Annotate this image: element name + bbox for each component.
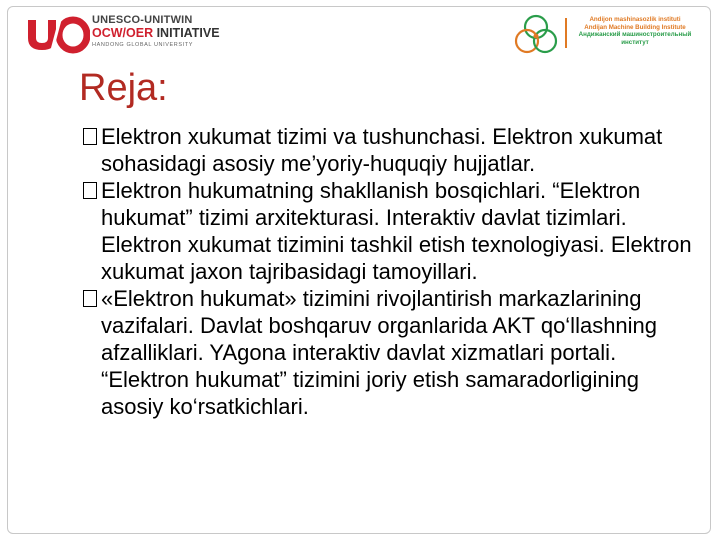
- checkbox-bullet-icon: [83, 182, 97, 199]
- andijan-institute-logo: [512, 14, 702, 58]
- checkbox-bullet-icon: [83, 290, 97, 307]
- plan-item-text: «Elektron hukumat» tizimini rivojlantirish markazlarining vazifalari. Davlat boshqaruv organlarida AKT qo‘llashning afzalliklari. YAgona interaktiv davlat xizmatlari portali. “Elektron hukumat” tizimini joriy etish samaradorligining asosiy ko‘rsatkichlari.: [101, 286, 658, 419]
- logo-line-university: HANDONG GLOBAL UNIVERSITY: [92, 42, 193, 48]
- slide-content: [83, 123, 693, 420]
- plan-item-1: [83, 123, 693, 177]
- checkbox-bullet-icon: [83, 128, 97, 145]
- ami-emblem-icon: [512, 14, 560, 56]
- logo-initiative-word: INITIATIVE: [153, 26, 220, 40]
- ami-name-ru-2: институт: [621, 38, 649, 46]
- plan-item-text: Elektron hukumatning shakllanish bosqichlari. “Elektron hukumat” tizimi arxitekturasi. Interaktiv davlat tizimlari. Elektron xukumat tizimini tashkil etish texnologiyasi. Elektron xukumat jaxon tajribasidagi tamoyillari.: [101, 178, 692, 284]
- plan-item-2: [83, 177, 693, 285]
- slide-title: Reja:: [79, 67, 168, 109]
- logo-divider: [565, 18, 567, 48]
- plan-item-3: [83, 285, 693, 420]
- plan-item-text: Elektron xukumat tizimi va tushunchasi. Elektron xukumat sohasidagi asosiy me’yoriy-huquqiy hujjatlar.: [101, 124, 663, 176]
- logo-line-unesco: UNESCO-UNITWIN: [92, 14, 193, 26]
- ami-name-ru: Андижанский машиностроительный: [578, 31, 692, 38]
- uo-logo-icon: [26, 14, 90, 54]
- ami-name-uz: Andijon mashinasozlik instituti: [589, 16, 681, 23]
- logo-ocw-oer: OCW/OER: [92, 26, 154, 40]
- ami-name-en: Andijan Machine Building Institute: [584, 23, 686, 31]
- logo-line-initiative: [92, 26, 220, 41]
